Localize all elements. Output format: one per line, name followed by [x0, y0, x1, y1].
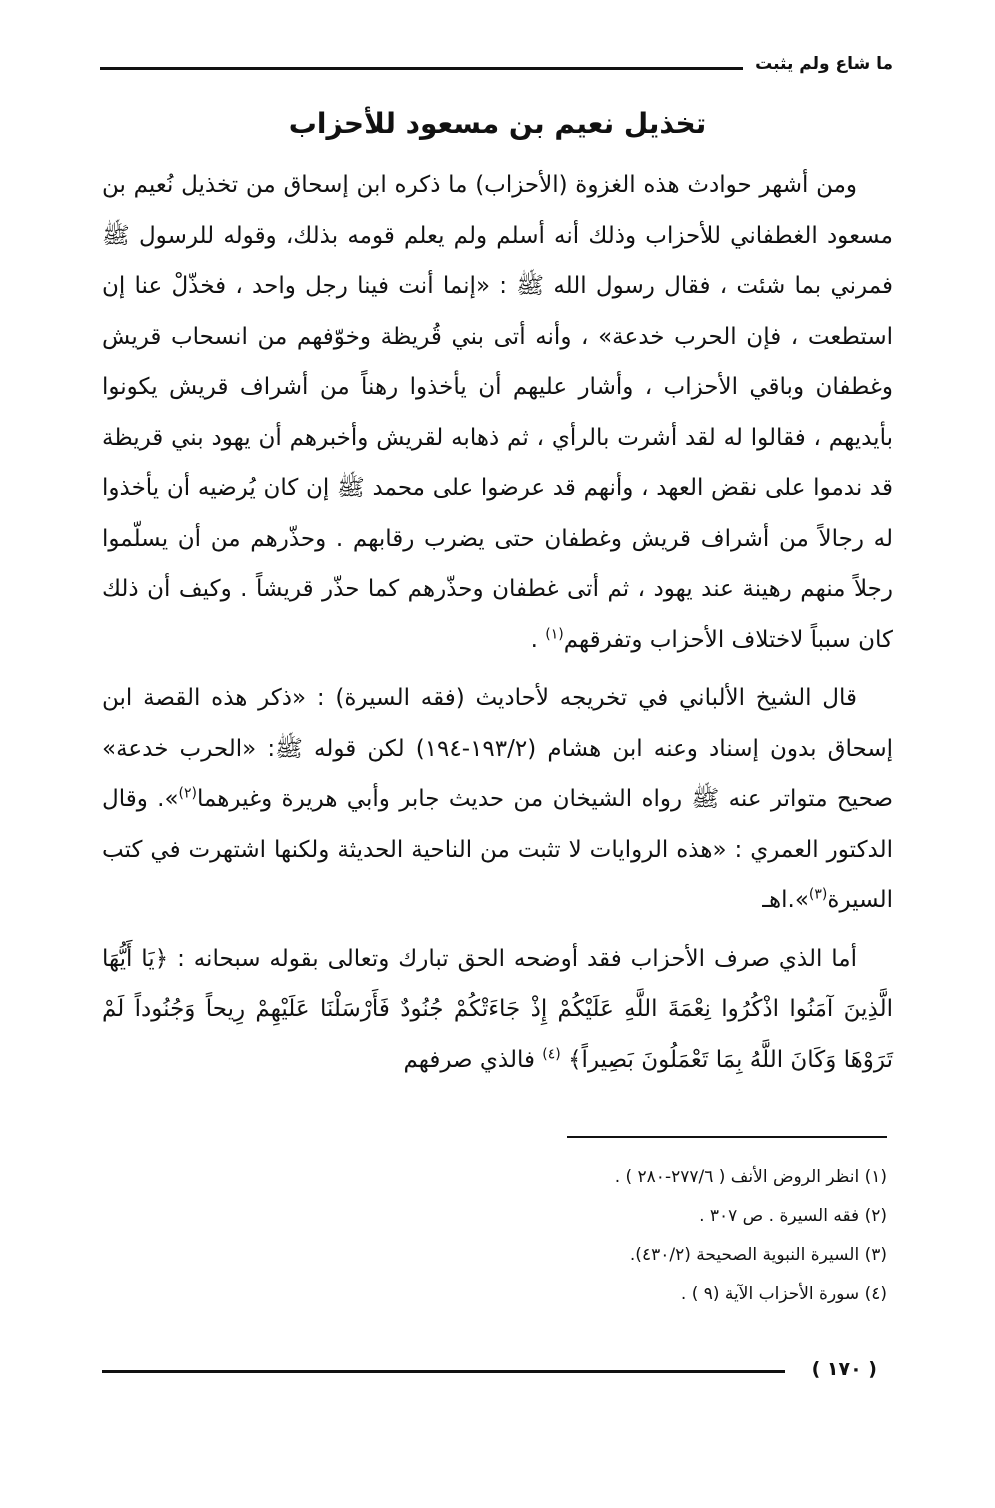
paragraph-2-tail: ».اهـ — [762, 887, 809, 913]
footnote-ref-3: (٣) — [808, 886, 828, 903]
footnote-ref-4: (٤) — [542, 1045, 561, 1062]
paragraph-2 — [102, 673, 893, 926]
footnote-4: (٤) سورة الأحزاب الآية (٩ ) . — [680, 1284, 887, 1304]
paragraph-1-text: ومن أشهر حوادث هذه الغزوة (الأحزاب) ما ذكره ابن إسحاق من تخذيل نُعيم بن مسعود الغطفاني للأحزاب وذلك أنه أسلم ولم يعلم قومه بذلك، وقوله للرسول ﷺ فمرني بما شئت ، فقال رسول الله ﷺ : «إنما أنت فينا رجل واحد ، فخذّلْ عنا إن استطعت ، فإن الحرب خدعة» ، وأنه أتى بني قُريظة وخوّفهم من انسحاب قريش وغطفان وباقي الأحزاب ، وأشار عليهم أن يأخذوا رهناً من أشراف قريش يكونوا بأيديهم ، فقالوا له لقد أشرت بالرأي ، ثم ذهابه لقريش وأخبرهم أن يهود بني قريظة قد ندموا على نقض العهد ، وأنهم قد عرضوا على محمد ﷺ إن كان يُرضيه أن يأخذوا له رجالاً من أشراف قريش وغطفان حتى يضرب رقابهم . وحذّرهم من أن يسلّموا رجلاً منهم رهينة عند يهود ، ثم أتى غطفان وحذّرهم كما حذّر قريشاً . وكيف أن ذلك كان سبباً لاختلاف الأحزاب وتفرقهم — [102, 172, 893, 653]
footnote-1: (١) انظر الروض الأنف ( ٢٧٧/٦-٢٨٠ ) . — [614, 1167, 887, 1187]
paragraph-2-text-continued: ». وقال الدكتور العمري : «هذه الروايات لا تثبت من الناحية الحديثة ولكنها اشتهرت في كتب السيرة — [102, 786, 893, 913]
section-title: تخذيل نعيم بن مسعود للأحزاب — [288, 107, 707, 140]
body-text — [102, 160, 893, 1085]
footnote-separator — [567, 1136, 887, 1138]
quran-verse: ﴿يَا أَيُّهَا الَّذِينَ آمَنُوا اذْكُرُوا نِعْمَةَ اللَّهِ عَلَيْكُمْ إِذْ جَاءَتْكُمْ جُنُودٌ فَأَرْسَلْنَا عَلَيْهِمْ رِيحاً وَجُنُوداً لَمْ تَرَوْهَا وَكَانَ اللَّهُ بِمَا تَعْمَلُونَ بَصِيراً﴾ — [102, 945, 893, 1073]
footer-rule — [102, 1370, 785, 1373]
paragraph-3 — [102, 934, 893, 1086]
running-header-title: ما شاع ولم يثبت — [755, 54, 893, 74]
footnote-ref-1: (١) — [545, 625, 564, 642]
header-rule — [100, 67, 743, 70]
paragraph-1-tail: . — [530, 626, 546, 653]
paragraph-3-text: أما الذي صرف الأحزاب فقد أوضحه الحق تبارك وتعالى بقوله سبحانه : — [168, 945, 857, 972]
footnote-ref-2: (٢) — [178, 785, 197, 802]
footnote-3: (٣) السيرة النبوية الصحيحة (٤٣٠/٢). — [629, 1245, 887, 1265]
paragraph-2-text: قال الشيخ الألباني في تخريجه لأحاديث (فقه السيرة) : «ذكر هذه القصة ابن إسحاق بدون إسناد وعنه ابن هشام (١٩٣/٢-١٩٤) لكن قوله ﷺ: «الحرب خدعة» صحيح متواتر عنه ﷺ رواه الشيخان من حديث جابر وأبي هريرة وغيرهما — [102, 685, 893, 812]
running-header — [100, 52, 893, 82]
paragraph-3-tail: فالذي صرفهم — [403, 1046, 543, 1073]
footnote-2: (٢) فقه السيرة . ص ٣٠٧ . — [699, 1206, 887, 1226]
paragraph-1 — [102, 160, 893, 665]
page-number: ( ١٧٠ ) — [811, 1358, 877, 1380]
page-footer — [102, 1354, 877, 1388]
footnotes — [120, 1158, 887, 1314]
